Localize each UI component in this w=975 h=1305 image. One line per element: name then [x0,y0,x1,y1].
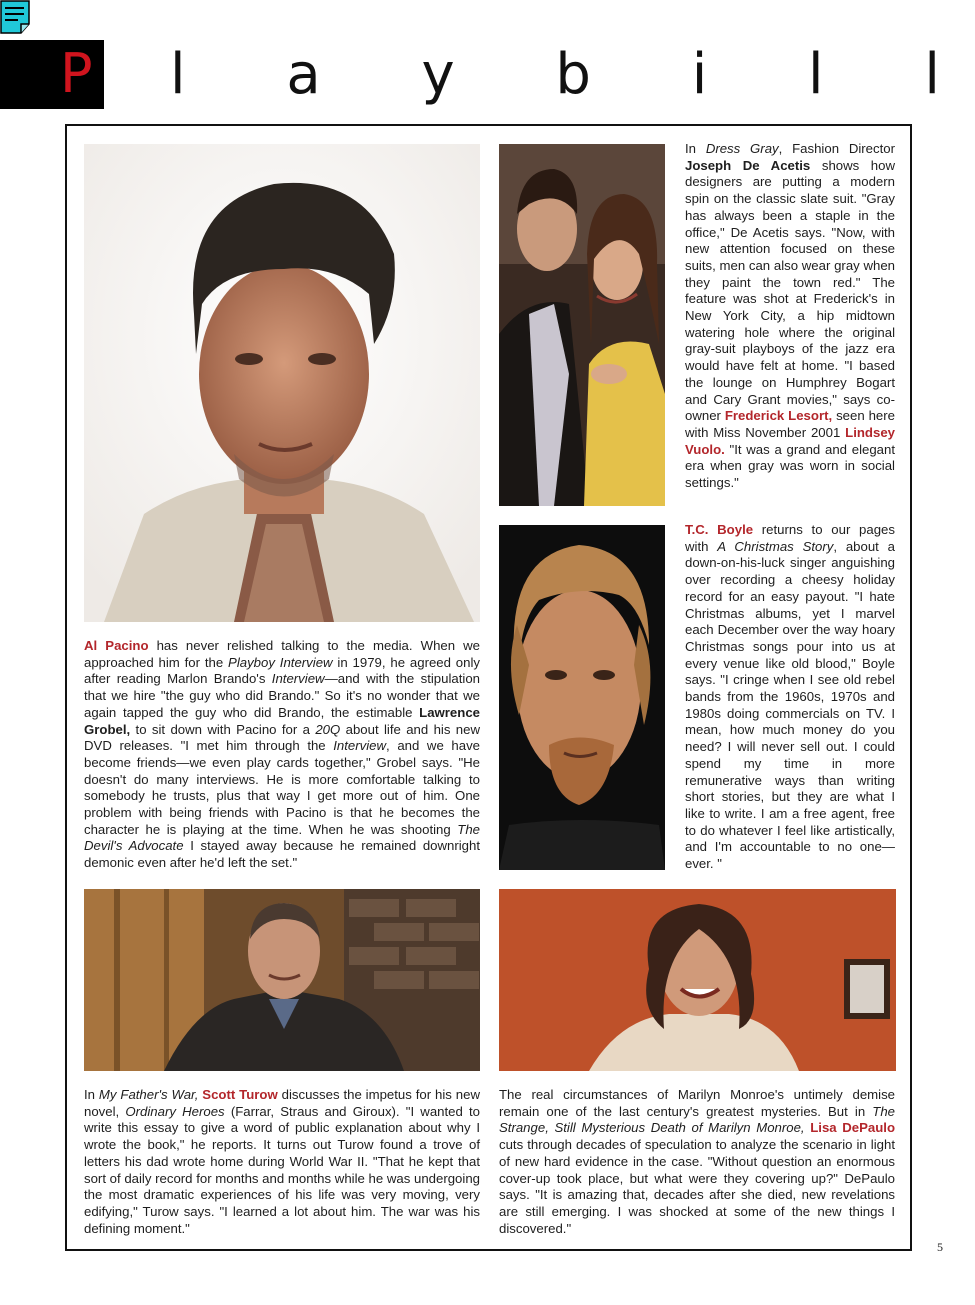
subject-name-boyle: T.C. Boyle [685,522,754,537]
depaulo-photo [499,889,896,1071]
boyle-photo [499,525,665,870]
title-letter: l [924,42,940,107]
publication-title: Interview [333,738,387,754]
subject-name-depaulo: Lisa DePaulo [810,1120,895,1136]
title-letter: a [286,42,321,107]
text-span: in 1979, he agreed only after reading Marlon Brando's [84,654,481,687]
lesort-vuolo-photo [499,144,665,506]
story-title: A Christmas Story [717,538,834,554]
text-span: , and we have become friends—we even play cards together," Grobel says. "He doesn't do many interviews. He is more comfortable talking to somebody he trusts, plus that way I get more out of him. One problem with being friends with Pacino is that he becomes the character he is playing at the time. When he was shooting [84,738,480,837]
title-first-letter: P [60,42,93,105]
title-letter: l [808,42,824,107]
publication-title: Interview [271,671,325,687]
text-span: I stayed away because he remained downright demonic even after he'd left the set." [84,838,480,871]
director-name: Joseph De Acetis [685,157,811,173]
boyle-paragraph [685,522,895,873]
writer-name-grobel: Lawrence Grobel, [84,704,480,737]
text-span: seen here with Miss November 2001 [685,408,895,440]
page-number: 5 [937,1240,943,1254]
title-letter: y [421,42,455,107]
title-letter: l [170,42,186,107]
feature-title-dress-gray: Dress Gray [705,141,779,156]
text-span: "It was a grand and elegant era when gray was worn in social settings." [685,441,895,491]
text-span: In [685,141,706,156]
text-span: —and with the stipulation that we hire "the guy who did Brando." So it's no wonder that we again tapped the guy who did Brando, the estimable [84,671,481,720]
owner-name: Frederick Lesort, [724,408,833,424]
pacino-photo [84,144,480,622]
text-span: returns to our pages with [685,522,895,554]
text-span: cuts through decades of speculation to analyze the scenario in light of new hard evidence in the case. "Without question an enormous cover-up took place, but what were they covering up?" DePaulo says. "It is amazing that, decades after she died, new revelations are still emerging. I was shocked at some of the new things I discovered." [499,1137,895,1236]
dress-gray-paragraph [685,141,895,492]
title-letter: i [691,42,708,107]
page-title [170,40,940,109]
text-span: The real circumstances of Marilyn Monroe's untimely demise remain one of the last century's greatest mysteries. But in [499,1087,895,1119]
text-span: (Farrar, Straus and Giroux). "I wanted to write this essay to give a word of public explanation about why I wrote the book," he reports. It turns out Turow found a trove of letters his dad wrote home during World War II. "That he kept that sort of daily record for months and months while he was undergoing the most dramatic experiences of his life was very moving, very edifying," Turow says. "I learned a lot about him. The war was his defining moment." [84,1103,480,1236]
text-span: has never relished talking to the media. When we approached him for the [84,638,481,670]
title-letter: b [555,42,591,107]
feature-title-20q: 20Q [315,721,341,737]
subject-name-turow: Scott Turow [202,1087,278,1102]
text-span: shows how designers are putting a modern spin on the classic slate suit. "Gray has always been a staple in the office," De Acetis says. "Now, with new attention focused on these suits, men can also wear gray when they paint the town red." The feature was shot at Frederick's in New York City, a hip midtown watering hole where the original gray-suit playboys of the jazz era would have felt at home. "I based the lounge on Humphrey Bogart and Cary Grant movies," says co-owner [685,157,896,424]
playmate-name: Lindsey Vuolo. [685,424,895,457]
text-span: , Fashion Director [778,141,895,156]
turow-photo [84,889,480,1071]
subject-name-pacino: Al Pacino [84,638,149,653]
title-first-letter-box [0,40,104,109]
turow-paragraph [84,1087,480,1237]
text-span: to sit down with Pacino for a [130,721,316,737]
text-span: discusses the impetus for his new novel, [84,1087,480,1119]
essay-title: My Father's War, [98,1087,199,1102]
document-icon[interactable] [0,0,30,34]
pacino-paragraph [84,638,480,872]
publication-title: Playboy Interview [228,654,333,670]
text-span: about life and his new DVD releases. "I met him through the [84,721,480,754]
film-title: The Devil's Advocate [84,821,480,854]
text-span: , about a down-on-his-luck singer anguishing over recording a cheesy holiday record for an easy payout. "I hate Christmas albums, yet I marvel each December over the way hoary Christmas songs pour into us at every venue like old blood," Boyle says. "I cringe when I see old rebel bands from the 1960s, 1970s and 1980s doing commercials on TV. I mean, how much money do you need? I will never sell out. I could spend my time in more remunerative ways than writing short stories, but they are what I like to write. I am a free agent, free to do whatever I feel like artistically, and I'm accountable to no one—ever. " [685,538,895,872]
article-title: The Strange, Still Mysterious Death of Marilyn Monroe, [499,1103,895,1136]
novel-title: Ordinary Heroes [125,1103,225,1119]
text-span: In [84,1087,99,1102]
depaulo-paragraph [499,1087,895,1237]
